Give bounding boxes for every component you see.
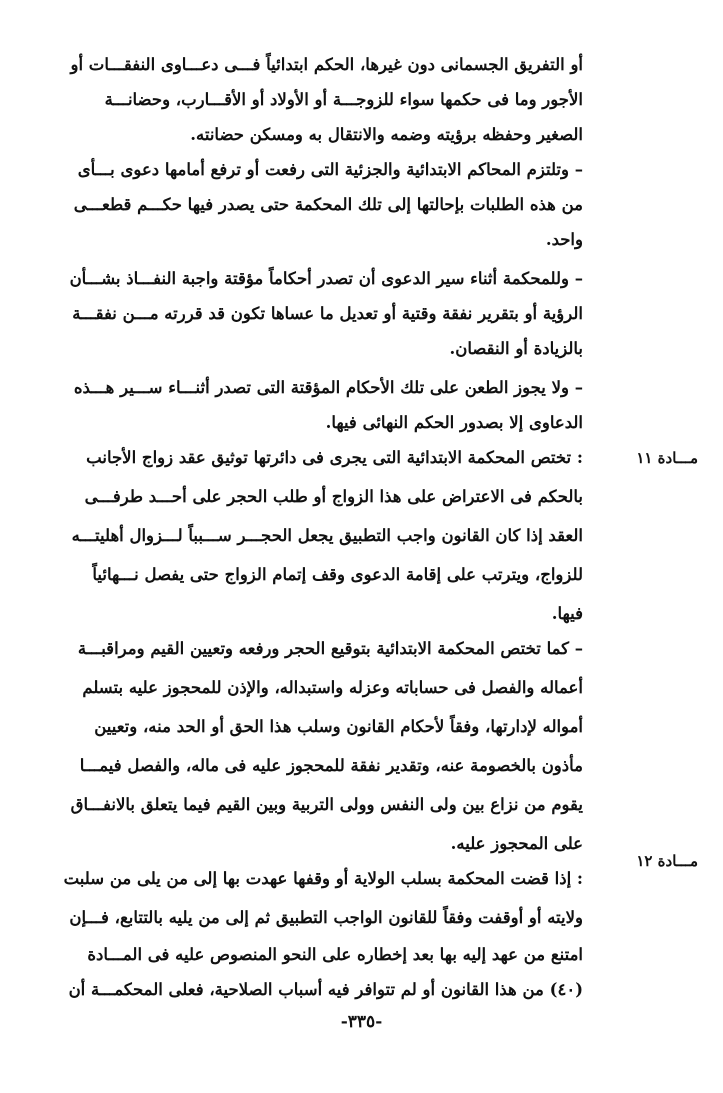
- text-line: العقد إذا كان القانون واجب التطبيق يجعل الحجـــر ســـبباً لـــزوال أهليتـــه: [71, 526, 583, 545]
- text-line: مأذون بالخصومة عنه، وتقدير نفقة للمحجوز عليه فى ماله، والفصل فيمـــا: [79, 756, 583, 775]
- text-line: – وتلتزم المحاكم الابتدائية والجزئية التى رفعت أو ترفع أمامها دعوى بـــأى: [77, 160, 583, 179]
- text-line: أو التفريق الجسمانى دون غيرها، الحكم ابتدائياً فـــى دعـــاوى النفقـــات أو: [70, 55, 583, 74]
- text-line: ولايته أو أوقفت وفقاً للقانون الواجب التطبيق ثم إلى من يليه بالتتابع، فـــإن: [69, 908, 583, 927]
- text-line: الرؤية أو بتقرير نفقة وقتية أو تعديل ما عساها تكون قد قررته مـــن نفقـــة: [72, 304, 583, 323]
- text-line: – كما تختص المحكمة الابتدائية بتوقيع الحجر ورفعه وتعيين القيم ومراقبـــة: [77, 639, 583, 658]
- text-line: بالزيادة أو النقصان.: [449, 339, 583, 358]
- article-label: مـــادة ١٢: [636, 852, 698, 870]
- text-line: أمواله لإدارتها، وفقاً لأحكام القانون وسلب هذا الحق أو الحد منه، وتعيين: [94, 717, 583, 736]
- page-number: -٣٣٥-: [340, 1012, 383, 1032]
- text-line: الأجور وما فى حكمها سواء للزوجـــة أو الأولاد أو الأقـــارب، وحضانـــة: [104, 90, 583, 109]
- text-line: بالحكم فى الاعتراض على هذا الزواج أو طلب الحجر على أحـــد طرفـــى: [84, 487, 583, 506]
- text-line: للزواج، ويترتب على إقامة الدعوى وقف إتمام الزواج حتى يفصل نـــهائياً: [92, 565, 583, 584]
- article-label: مـــادة ١١: [636, 449, 698, 467]
- text-line: واحد.: [545, 230, 583, 249]
- text-line: امتنع من عهد إليه بها بعد إخطاره على النحو المنصوص عليه فى المـــادة: [87, 945, 583, 964]
- text-line: : تختص المحكمة الابتدائية التى يجرى فى دائرتها توثيق عقد زواج الأجانب: [86, 448, 583, 467]
- text-line: : إذا قضت المحكمة بسلب الولاية أو وقفها عهدت بها إلى من يلى من سلبت: [63, 869, 583, 888]
- text-line: على المحجوز عليه.: [450, 834, 583, 853]
- text-line: الدعاوى إلا بصدور الحكم النهائى فيها.: [325, 413, 583, 432]
- text-line: فيها.: [551, 604, 583, 623]
- text-line: من هذه الطلبات بإحالتها إلى تلك المحكمة حتى يصدر فيها حكـــم قطعـــى: [73, 195, 583, 214]
- text-line: – ولا يجوز الطعن على تلك الأحكام المؤقتة التى تصدر أثنـــاء ســـير هـــذه: [73, 378, 583, 397]
- text-line: (٤٠) من هذا القانون أو لم تتوافر فيه أسباب الصلاحية، فعلى المحكمـــة أن: [68, 980, 583, 999]
- text-line: الصغير وحفظه برؤيته وضمه والانتقال به ومسكن حضانته.: [190, 125, 583, 144]
- text-line: – وللمحكمة أثناء سير الدعوى أن تصدر أحكاماً مؤقتة واجبة النفـــاذ بشـــأن: [69, 269, 583, 288]
- text-line: أعماله والفصل فى حساباته وعزله واستبداله، والإذن للمحجوز عليه بتسلم: [82, 678, 583, 697]
- text-line: يقوم من نزاع بين ولى النفس وولى التربية وبين القيم فيما يتعلق بالانفـــاق: [70, 795, 583, 814]
